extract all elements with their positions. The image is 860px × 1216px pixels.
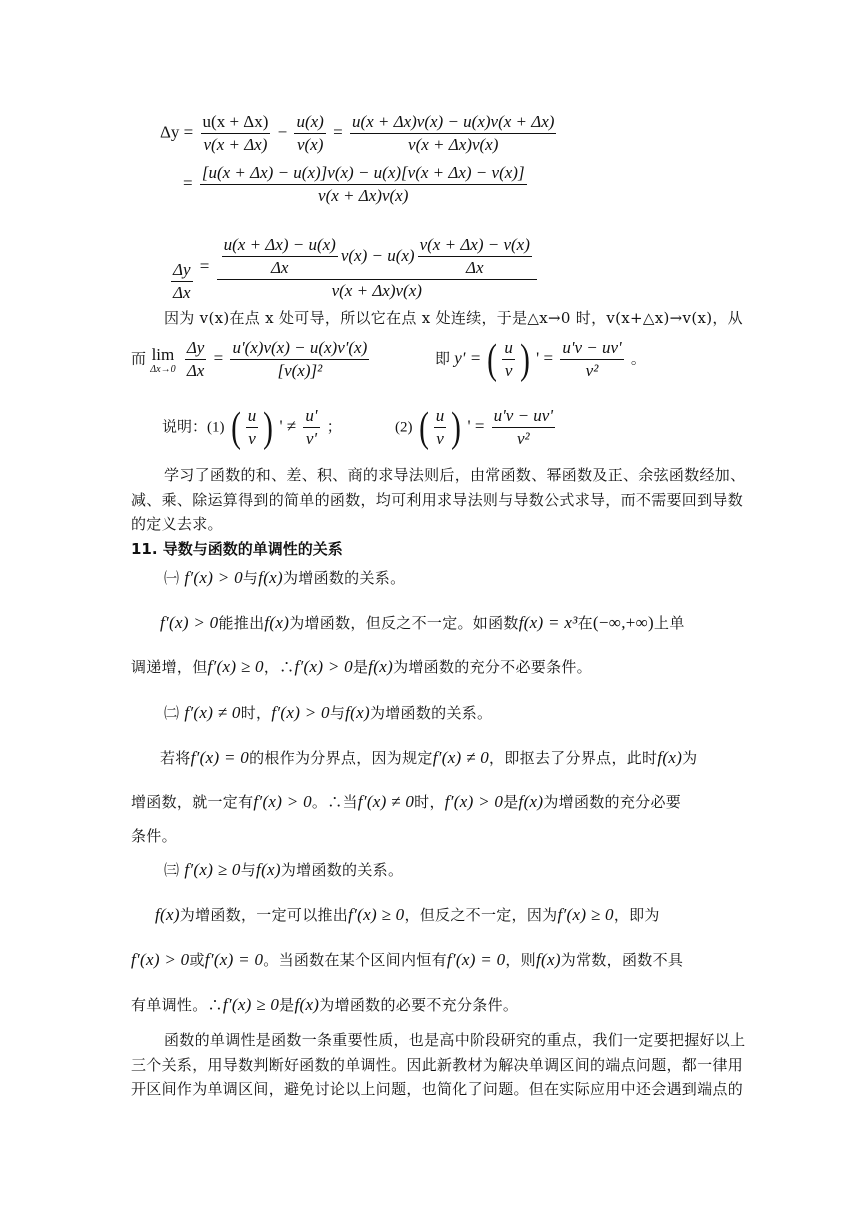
eq3-inner-fraction-1: $\frac{u(x + \Delta x) - u(x)}{\Delta x}$	[223, 234, 336, 277]
subsection-2: ㈡ f′(x) ≠ 0时，f′(x) > 0与f(x)为增函数的关系。	[164, 703, 493, 722]
note-line: 说明：(1) ( $\frac{u}{v}$ ) ' ≠ $\frac{u'}{v'}$ ；	[162, 404, 342, 451]
eq3-main-fraction: $\frac{u(x + \Delta x) - u(x)}{\Delta x}$ v(x) − u(x) $\frac{v(x + \Delta x) - v(x)}{\Delta x}$ v(x + Δx)v(x)	[217, 235, 537, 301]
equation-delta-y	[160, 112, 559, 155]
subsection-1-paragraph-line-1: f′(x) > 0能推出f(x)为增函数，但反之不一定。如函数f(x) = x³在(−∞,+∞)上单	[160, 613, 685, 632]
subsection-2-paragraph-line-2: 增函数，就一定有f′(x) > 0。∴当f′(x) ≠ 0时，f′(x) > 0是f(x)为增函数的充分必要	[131, 792, 682, 811]
eq3-lhs-fraction: $\frac{\Delta y}{\Delta x}$	[173, 260, 191, 302]
equation-limit: 而 lim Δx→0 $\frac{\Delta y}{\Delta x}$ = $\frac{u'(x)v(x) - u(x)v'(x)}{\text{[v(x)]²}}$	[131, 338, 368, 380]
subsection-3-paragraph-line-3: 有单调性。∴f′(x) ≥ 0是f(x)为增函数的必要不充分条件。	[131, 995, 519, 1014]
eq1-fraction-1: $\frac{u(x + \Delta x)}{v(x + \Delta x)}$	[202, 112, 269, 154]
eq4-delta-fraction: $\frac{\Delta y}{\Delta x}$	[186, 338, 205, 380]
equation-quotient: $\frac{\Delta y}{\Delta x}$ = $\frac{u(x + \Delta x) - u(x)}{\Delta x}$ v(x) − u(x) $\frac{v(x + \Delta x) - v(x)}{\Delta x}$ v(x + Δx)v(x)	[168, 232, 540, 303]
paragraph-final-line-2: 三个关系，用导数判断好函数的单调性。因此新教材为解决单调区间的端点问题，都一律用	[131, 1056, 744, 1074]
minus-sign: −	[277, 122, 288, 142]
eq4-quotient-rule: $\frac{u'(x)v(x) - u(x)v'(x)}{\text{[v(x)]²}}$	[232, 338, 368, 380]
equation-expanded: = $\frac{[u(x + \Delta x) - u(x)]v(x) - u(x)[v(x + \Delta x) - v(x)]}{v(x + \Delta x)v(x)}$	[183, 163, 525, 205]
paragraph-final-line-3: 开区间作为单调区间，避免讨论以上问题，也简化了问题。但在实际应用中还会遇到端点的	[131, 1080, 744, 1098]
eq2-fraction: $\frac{[u(x + \Delta x) - u(x)]v(x) - u(x)[v(x + \Delta x) - v(x)]}{v(x + \Delta x)v(x)}$	[201, 163, 525, 205]
section-title: 11. 导数与函数的单调性的关系	[131, 540, 343, 558]
paragraph-summary-line-2: 减、乘、除运算得到的简单的函数，均可利用求导法则与导数公式求导，而不需要回到导数	[131, 491, 744, 509]
equals-sign: =	[333, 122, 343, 142]
subsection-3-paragraph-line-2: f′(x) > 0或f′(x) = 0。当函数在某个区间内恒有f′(x) = 0，则f(x)为常数，函数不具	[131, 950, 684, 969]
subsection-1-paragraph-line-2: 调递增，但f′(x) ≥ 0，∴f′(x) > 0是f(x)为增函数的充分不必要条件。	[131, 657, 592, 676]
paragraph-continuity: 因为 v(x)在点 x 处可导，所以它在点 x 处连续，于是△x→0 时，v(x+△x)→v(x)，从	[164, 309, 743, 327]
eq3-inner-fraction-2: $\frac{v(x + \Delta x) - v(x)}{\Delta x}$	[419, 234, 530, 277]
subsection-1: ㈠ f′(x) > 0与f(x)为增函数的关系。	[164, 568, 406, 587]
subsection-2-paragraph-line-3: 条件。	[131, 827, 177, 845]
paren-u-over-v: ( $\frac{u}{v}$ )	[487, 336, 530, 383]
eq4-result-fraction: $\frac{u'v - uv'}{\text{v²}}$	[562, 338, 622, 380]
equation-y-prime: 即 y' = ( $\frac{u}{v}$ ) ' = $\frac{u'v - uv'}{\text{v²}}$ 。	[435, 336, 646, 383]
eq1-lhs: Δy =	[160, 122, 194, 142]
limit-operator: lim Δx→0	[150, 344, 176, 375]
paragraph-summary-line-1: 学习了函数的和、差、积、商的求导法则后，由常函数、幂函数及正、余弦函数经加、	[164, 466, 746, 484]
eq1-fraction-3: $\frac{u(x + \Delta x)v(x) - u(x)v(x + \Delta x)}{v(x + \Delta x)v(x)}$	[351, 112, 555, 154]
paragraph-summary-line-3: 的定义去求。	[131, 515, 223, 533]
subsection-2-paragraph-line-1: 若将f′(x) = 0的根作为分界点，因为规定f′(x) ≠ 0，即抠去了分界点，此时f(x)为	[160, 748, 698, 767]
note-line-2: (2) ( $\frac{u}{v}$ ) ' = $\frac{u'v - uv'}{\text{v²}}$	[395, 404, 553, 451]
subsection-3-paragraph-line-1: f(x)为增函数，一定可以推出f′(x) ≥ 0，但反之不一定，因为f′(x) ≥ 0，即为	[155, 905, 660, 924]
eq1-fraction-2: $\frac{u(x)}{v(x)}$	[296, 112, 324, 154]
subsection-3: ㈢ f′(x) ≥ 0与f(x)为增函数的关系。	[164, 860, 404, 879]
paragraph-final-line-1: 函数的单调性是函数一条重要性质，也是高中阶段研究的重点，我们一定要把握好以上	[164, 1031, 746, 1049]
